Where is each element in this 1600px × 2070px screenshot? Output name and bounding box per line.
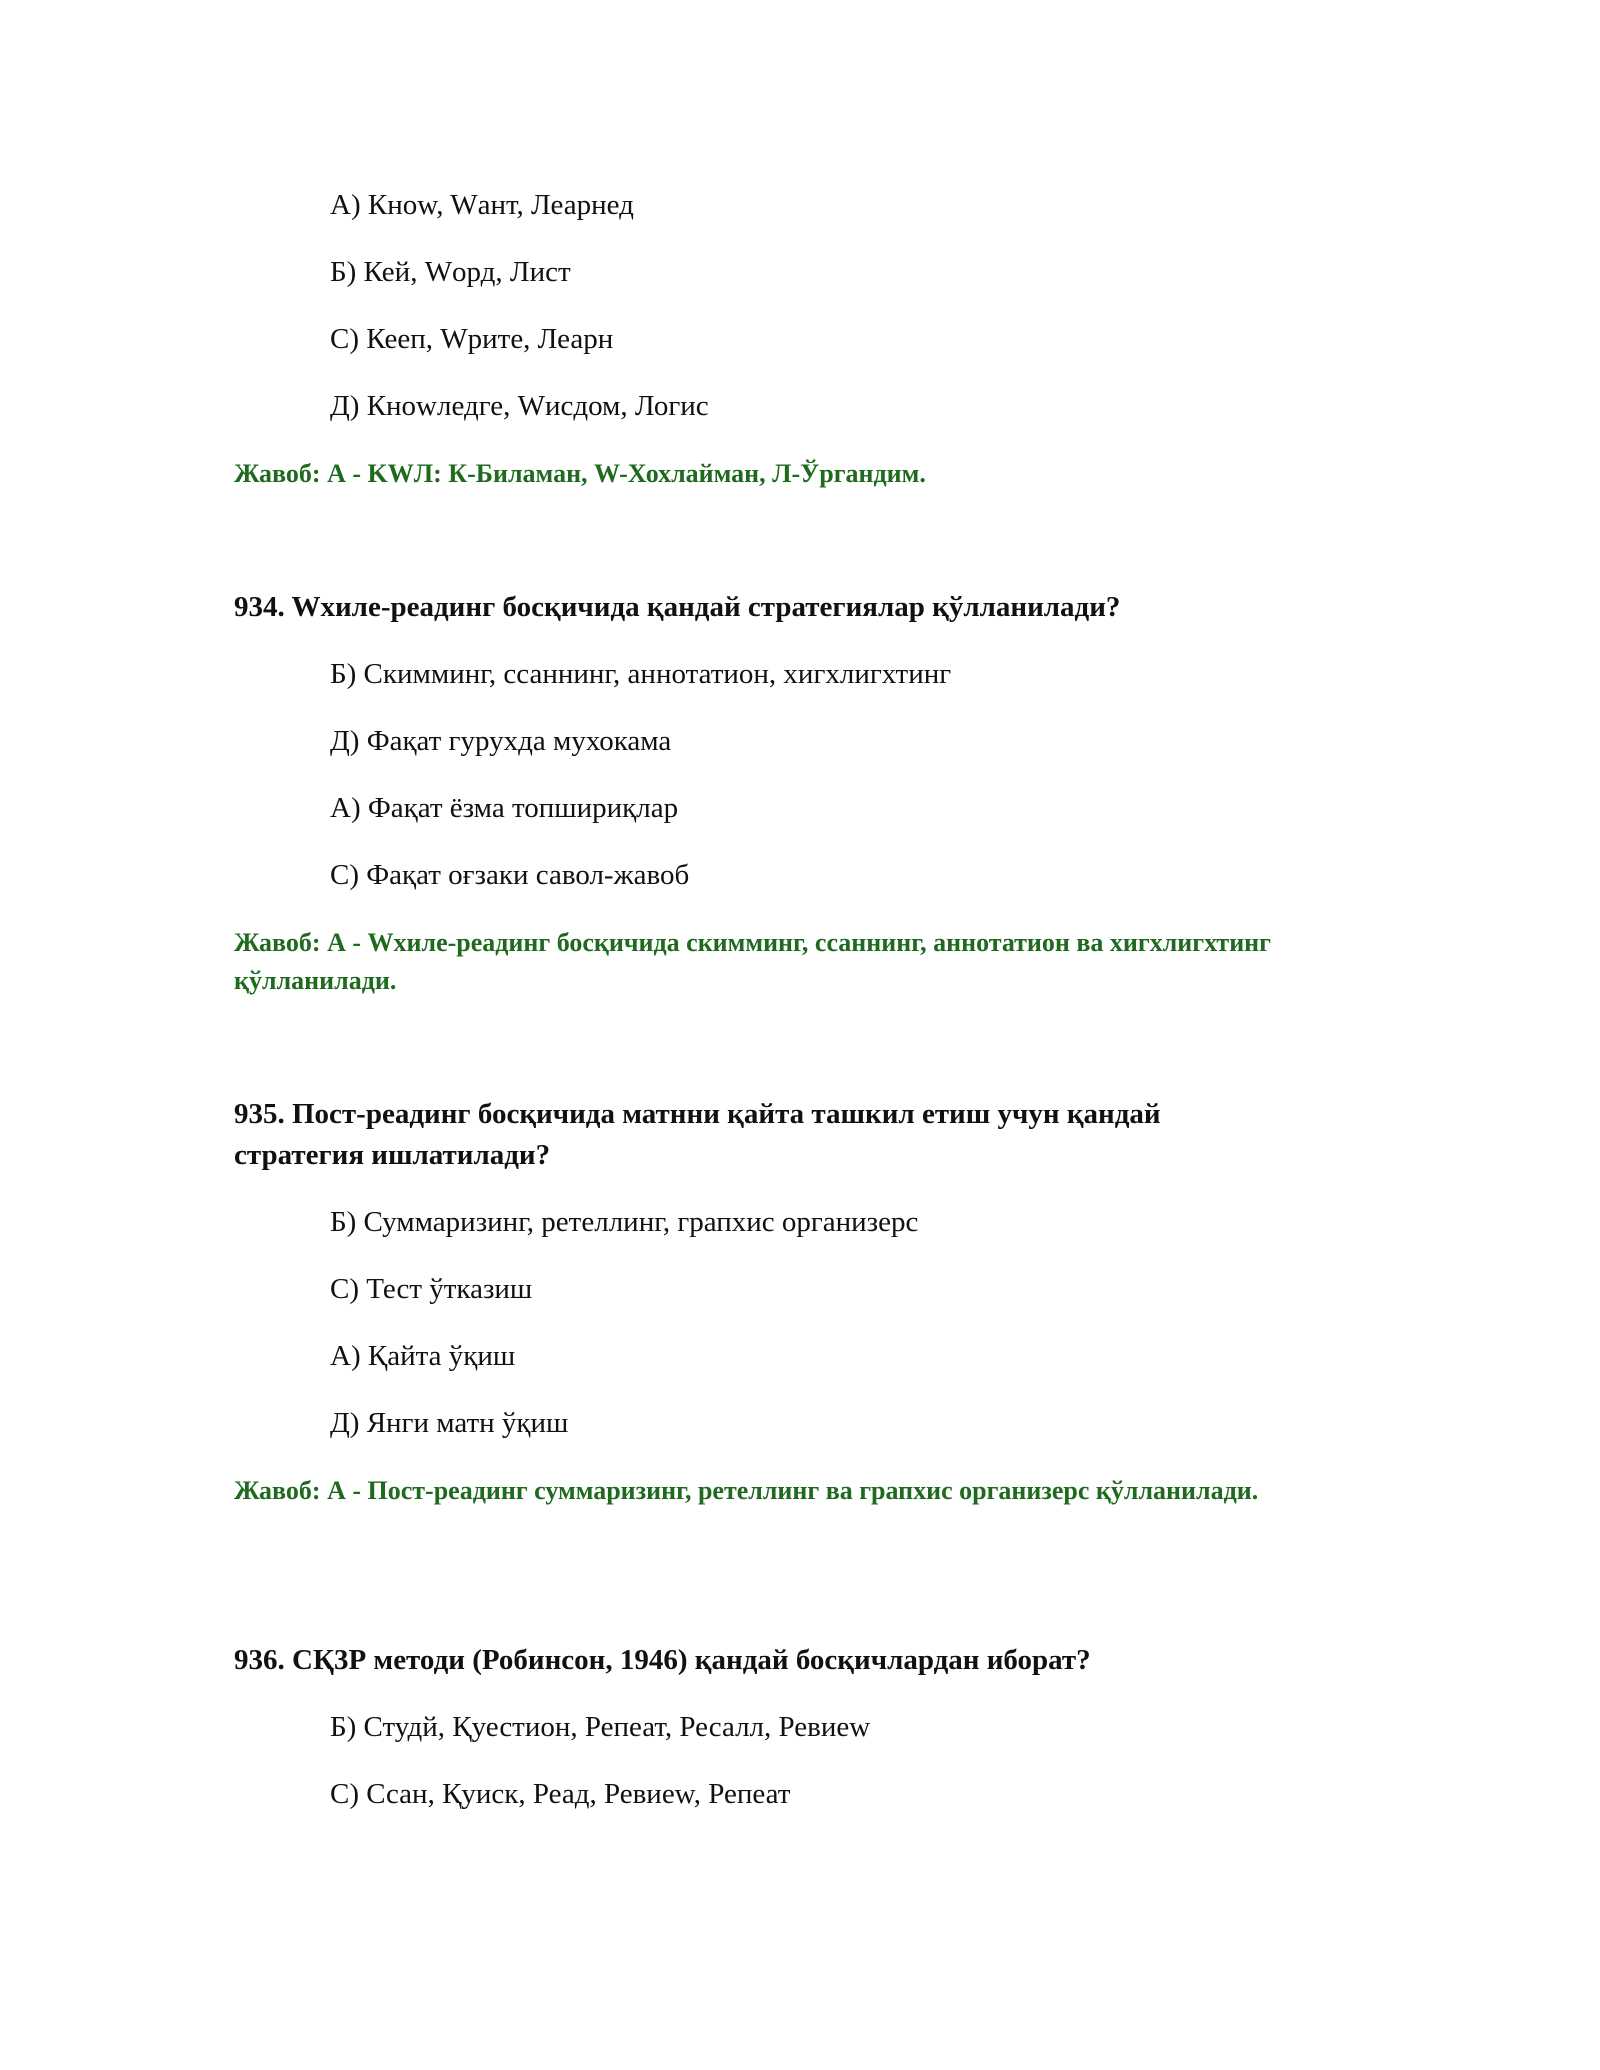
option-line: Б) Скимминг, ссаннинг, аннотатион, хигхлигхтинг <box>330 658 952 690</box>
answer-text: Жавоб: А - Пост-реадинг суммаризинг, ретеллинг ва грапхис организерс қўлланилади. <box>234 1476 1259 1505</box>
option-line: С) Ссан, Қуиск, Реад, Ревиеw, Репеат <box>330 1778 791 1810</box>
option-line: Б) Кей, Wорд, Лист <box>330 256 571 288</box>
option-line: А) Қайта ўқиш <box>330 1340 516 1372</box>
option-line: А) Фақат ёзма топшириқлар <box>330 792 679 824</box>
option-line: С) Кееп, Wрите, Леарн <box>330 323 614 355</box>
option-line: Д) Янги матн ўқиш <box>330 1407 569 1439</box>
option-line: С) Тест ўтказиш <box>330 1273 533 1305</box>
option-line: Б) Студй, Қуестион, Репеат, Ресалл, Ревиеw <box>330 1711 871 1743</box>
question-text: 936. СҚ3Р методи (Робинсон, 1946) қандай босқичлардан иборат? <box>234 1644 1091 1676</box>
option-line: Д) Кноwледге, Wисдом, Логис <box>330 390 709 422</box>
answer-text: Жавоб: А - KWЛ: К-Биламан, W-Хохлайман, Л-Ўргандим. <box>234 459 926 488</box>
question-text: 934. Wхиле-реадинг босқичида қандай стратегиялар қўлланилади? <box>234 591 1121 623</box>
option-line: А) Кноw, Wант, Леарнед <box>330 189 634 221</box>
option-line: Б) Суммаризинг, ретеллинг, грапхис организерс <box>330 1206 919 1238</box>
question-text: 935. Пост-реадинг босқичида матнни қайта ташкил етиш учун қандай стратегия ишлатилади? <box>234 1098 1161 1171</box>
option-line: С) Фақат оғзаки савол-жавоб <box>330 859 690 891</box>
answer-text: Жавоб: А - Wхиле-реадинг босқичида скимминг, ссаннинг, аннотатион ва хигхлигхтинг қўлланилади. <box>234 928 1271 995</box>
option-line: Д) Фақат гурухда мухокама <box>330 725 672 757</box>
